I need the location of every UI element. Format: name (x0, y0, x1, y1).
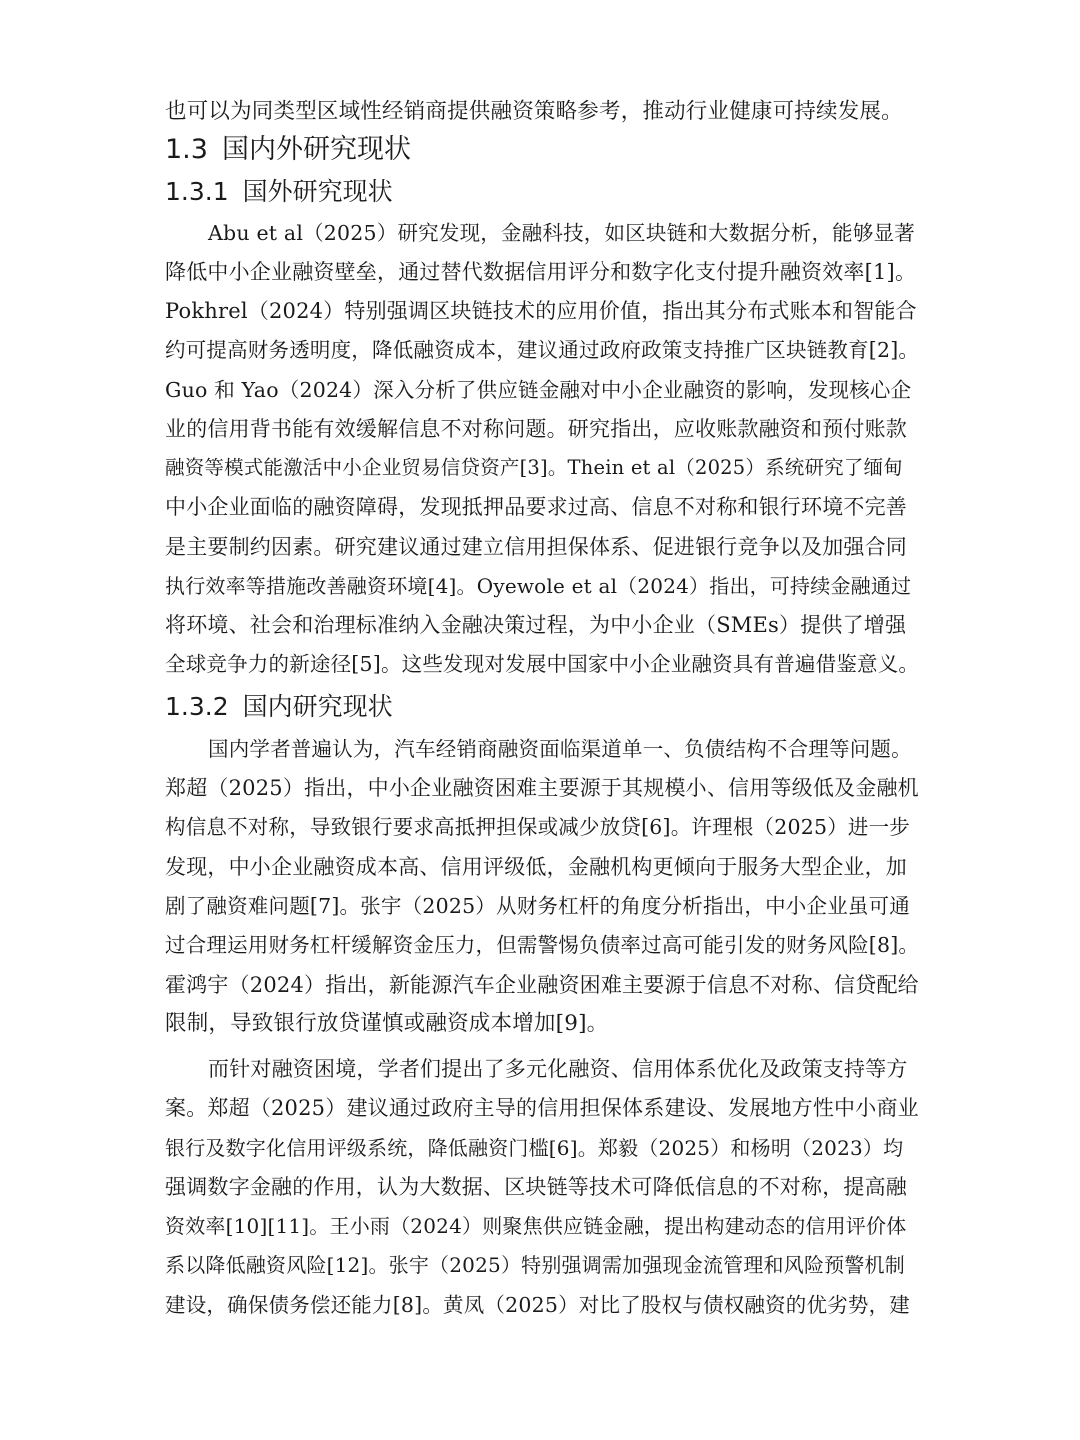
text-line: 而针对融资困境，学者们提出了多元化融资、信用体系优化及政策支持等方 (208, 1057, 908, 1081)
text-line: 剧了融资难问题[7]。张宇（2025）从财务杠杆的角度分析指出，中小企业虽可通 (165, 894, 911, 918)
text-line: 系以降低融资风险[12]。张宇（2025）特别强调需加强现金流管理和风险预警机制 (165, 1253, 905, 1277)
text-line: 融资等模式能激活中小企业贸易信贷资产[3]。Thein et al（2025）系统研究了缅甸 (165, 456, 903, 479)
text-line: 是主要制约因素。研究建议通过建立信用担保体系、促进银行竞争以及加强合同 (165, 535, 907, 559)
text-line: 建设，确保债务偿还能力[8]。黄凤（2025）对比了股权与债权融资的优劣势，建 (165, 1293, 911, 1317)
text-line: 银行及数字化信用评级系统，降低融资门槛[6]。郑毅（2025）和杨明（2023）均 (165, 1136, 904, 1160)
heading-text: 国外研究现状 (242, 177, 393, 206)
heading-number: 1.3.2 (165, 692, 229, 721)
text-line: 案。郑超（2025）建议通过政府主导的信用担保体系建设、发展地方性中小商业 (165, 1096, 919, 1120)
heading-1-3 (165, 133, 411, 167)
text-line: 全球竞争力的新途径[5]。这些发现对发展中国家中小企业融资具有普遍借鉴意义。 (165, 652, 920, 676)
text-line: 约可提高财务透明度，降低融资成本，建议通过政府政策支持推广区块链教育[2]。 (165, 338, 920, 362)
text-line: 过合理运用财务杠杆缓解资金压力，但需警惕负债率过高可能引发的财务风险[8]。 (165, 933, 920, 957)
text-line: 将环境、社会和治理标准纳入金融决策过程，为中小企业（SMEs）提供了增强 (165, 613, 907, 637)
text-line: Guo 和 Yao（2024）深入分析了供应链金融对中小企业融资的影响，发现核心企 (165, 378, 912, 402)
text-line: 发现，中小企业融资成本高、信用评级低，金融机构更倾向于服务大型企业，加 (165, 855, 907, 879)
text-line: 降低中小企业融资壁垒，通过替代数据信用评分和数字化支付提升融资效率[1]。 (165, 260, 917, 284)
heading-number: 1.3.1 (165, 177, 229, 206)
text-line: 构信息不对称，导致银行要求高抵押担保或减少放贷[6]。许理根（2025）进一步 (165, 815, 911, 839)
text-line: 资效率[10][11]。王小雨（2024）则聚焦供应链金融，提出构建动态的信用评价体 (165, 1214, 907, 1238)
heading-1-3-2 (165, 691, 393, 723)
text-line: 中小企业面临的融资障碍，发现抵押品要求过高、信息不对称和银行环境不完善 (165, 495, 907, 519)
heading-1-3-1 (165, 176, 393, 208)
text-line: 也可以为同类型区域性经销商提供融资策略参考，推动行业健康可持续发展。 (165, 99, 903, 124)
heading-text: 国内外研究现状 (221, 134, 411, 165)
text-line: 国内学者普遍认为，汽车经销商融资面临渠道单一、负债结构不合理等问题。 (208, 737, 912, 761)
heading-number: 1.3 (165, 134, 208, 165)
text-line: 限制，导致银行放贷谨慎或融资成本增加[9]。 (165, 1011, 609, 1036)
text-line: 强调数字金融的作用，认为大数据、区块链等技术可降低信息的不对称，提高融 (165, 1175, 907, 1199)
text-line: 霍鸿宇（2024）指出，新能源汽车企业融资困难主要源于信息不对称、信贷配给 (165, 973, 919, 997)
text-line: Pokhrel（2024）特别强调区块链技术的应用价值，指出其分布式账本和智能合 (165, 299, 917, 323)
text-line: 业的信用背书能有效缓解信息不对称问题。研究指出，应收账款融资和预付账款 (165, 417, 907, 441)
text-line: 郑超（2025）指出，中小企业融资困难主要源于其规模小、信用等级低及金融机 (165, 776, 919, 800)
heading-text: 国内研究现状 (242, 692, 393, 721)
text-line: 执行效率等措施改善融资环境[4]。Oyewole et al（2024）指出，可持续金融通过 (165, 574, 912, 598)
text-line: Abu et al（2025）研究发现，金融科技，如区块链和大数据分析，能够显著 (208, 221, 915, 245)
